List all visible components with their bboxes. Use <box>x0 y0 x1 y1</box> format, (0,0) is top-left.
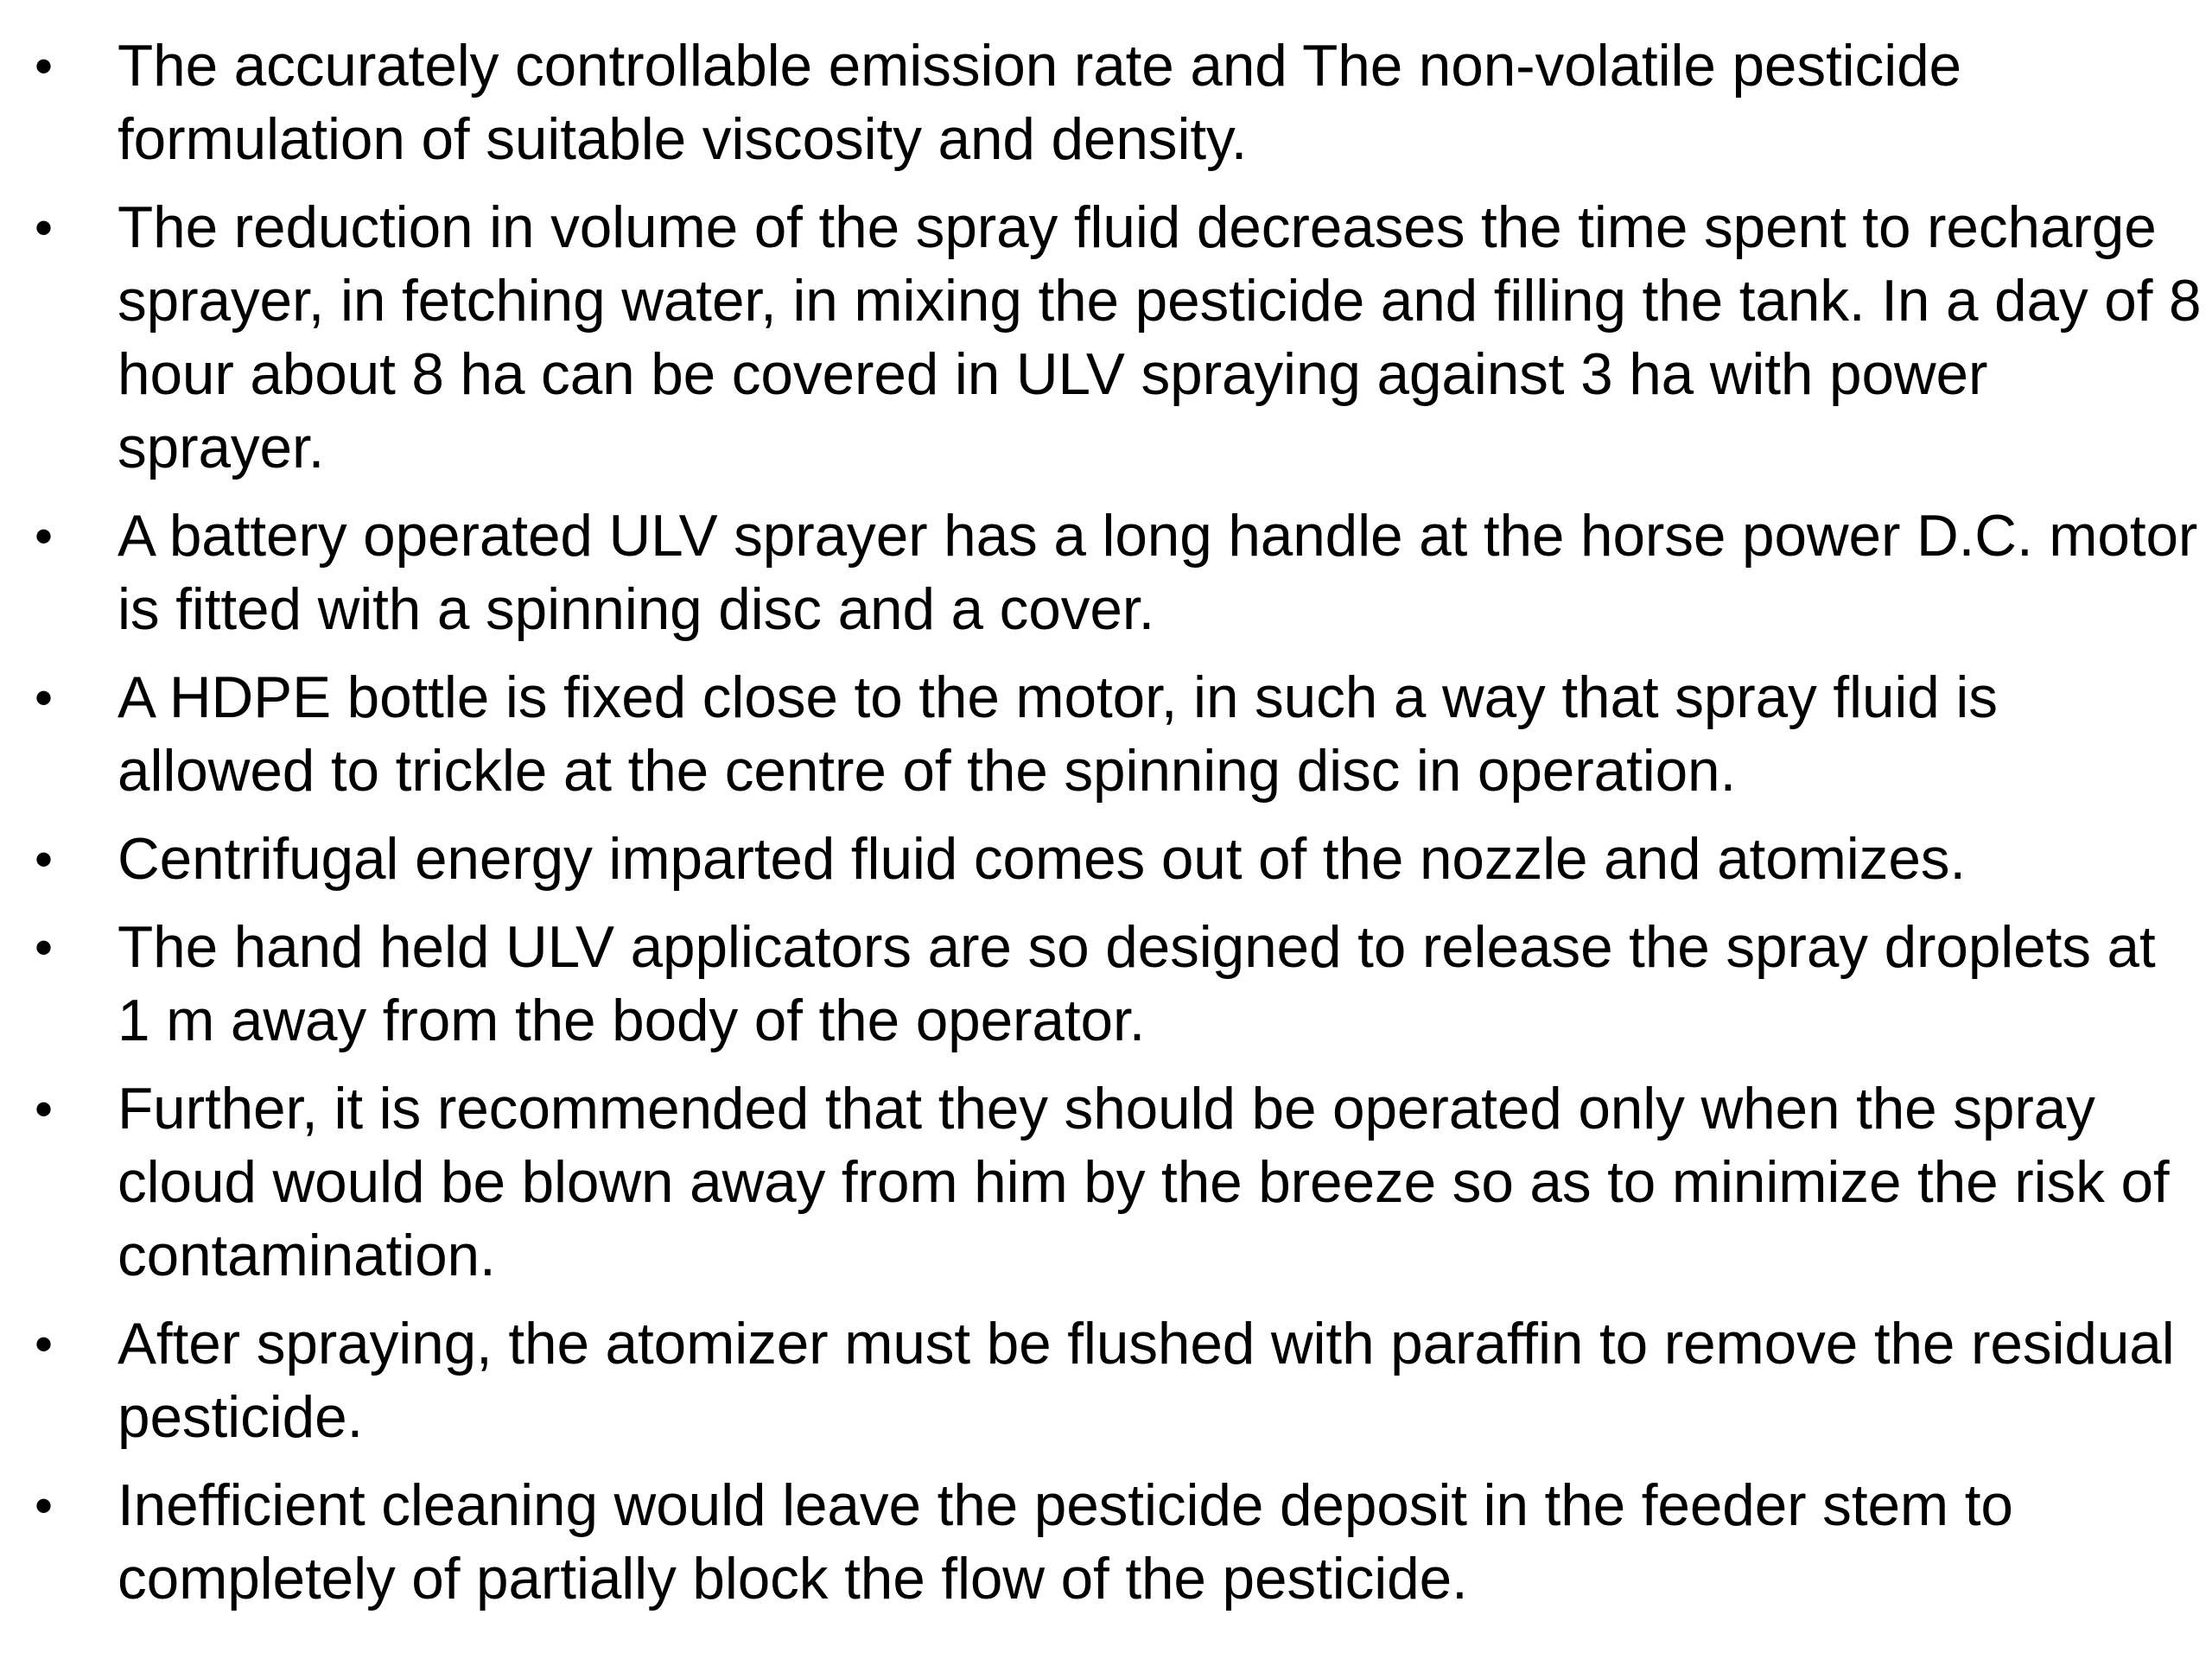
bullet-icon: • <box>35 918 53 976</box>
list-item <box>0 1072 2212 1293</box>
bullet-icon: • <box>35 199 53 257</box>
bullet-icon: • <box>35 507 53 565</box>
bullet-icon: • <box>35 1315 53 1373</box>
bullet-icon: • <box>35 1080 53 1138</box>
list-item <box>0 911 2212 1058</box>
list-item <box>0 1307 2212 1454</box>
list-item <box>0 823 2212 896</box>
bullet-list <box>0 29 2212 1630</box>
list-item <box>0 1469 2212 1616</box>
bullet-text: The hand held ULV applicators are so designed to release the spray droplets at 1 m away from the body of the operator. <box>118 915 2156 1053</box>
bullet-icon: • <box>35 830 53 888</box>
bullet-text: A HDPE bottle is fixed close to the motor, in such a way that spray fluid is allowed to trickle at the centre of the spinning disc in operation. <box>118 665 1998 804</box>
bullet-text: The reduction in volume of the spray fluid decreases the time spent to recharge sprayer, in fetching water, in mixing the pesticide and filling the tank. In a day of 8 hour about 8 ha can be covered in ULV spraying against 3 ha with power sprayer. <box>118 195 2202 480</box>
bullet-icon: • <box>35 37 53 95</box>
bullet-text: Further, it is recommended that they should be operated only when the spray cloud would be blown away from him by the breeze so as to minimize the risk of contamination. <box>118 1077 2170 1288</box>
bullet-text: After spraying, the atomizer must be flushed with paraffin to remove the residual pesticide. <box>118 1312 2175 1450</box>
list-item <box>0 191 2212 485</box>
bullet-text: Centrifugal energy imparted fluid comes out of the nozzle and atomizes. <box>118 827 1967 892</box>
bullet-icon: • <box>35 1477 53 1535</box>
bullet-icon: • <box>35 669 53 727</box>
bullet-text: Inefficient cleaning would leave the pesticide deposit in the feeder stem to completely of partially block the flow of the pesticide. <box>118 1473 2013 1611</box>
bullet-text: The accurately controllable emission rate and The non-volatile pesticide formulation of suitable viscosity and density. <box>118 34 1961 172</box>
list-item <box>0 29 2212 176</box>
list-item <box>0 499 2212 646</box>
bullet-text: A battery operated ULV sprayer has a long handle at the horse power D.C. motor is fitted with a spinning disc and a cover. <box>118 504 2198 642</box>
list-item <box>0 661 2212 808</box>
